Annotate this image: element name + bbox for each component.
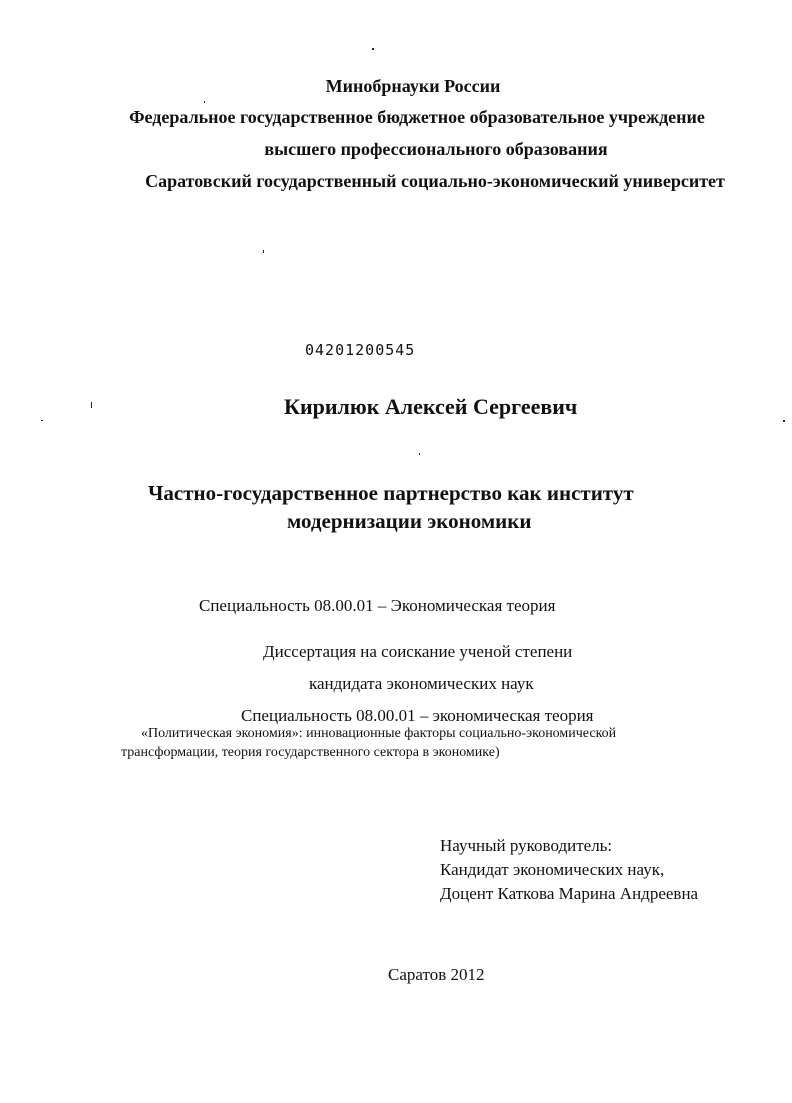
scan-speck [204, 101, 205, 103]
supervisor-degree: Кандидат экономических наук, [440, 860, 665, 879]
registration-code: 04201200545 [305, 341, 416, 359]
scan-speck [419, 453, 420, 455]
scan-speck [372, 48, 374, 50]
scan-speck [91, 402, 92, 408]
scan-speck [41, 420, 43, 421]
thesis-title-line-2: модернизации экономики [287, 509, 532, 533]
author-name: Кирилюк Алексей Сергеевич [284, 394, 578, 419]
degree-line-1: Диссертация на соискание ученой степени [263, 642, 573, 661]
ministry-name: Минобрнауки России [325, 76, 501, 96]
city-year: Саратов 2012 [388, 965, 485, 984]
institution-line-1: Федеральное государственное бюджетное образовательное учреждение [129, 107, 705, 127]
supervisor-label: Научный руководитель: [440, 836, 613, 855]
degree-line-2: кандидата экономических наук [309, 674, 534, 693]
specialty-detail-line-1: Специальность 08.00.01 – экономическая теория [241, 706, 594, 725]
supervisor-name: Доцент Каткова Марина Андреевна [440, 884, 699, 903]
scan-speck [783, 420, 785, 422]
institution-line-2: высшего профессионального образования [264, 139, 608, 159]
specialty-detail-line-3: трансформации, теория государственного сектора в экономике) [121, 745, 500, 760]
scan-speck [263, 250, 264, 253]
university-name: Саратовский государственный социально-экономический университет [145, 171, 725, 191]
thesis-title-line-1: Частно-государственное партнерство как институт [148, 481, 634, 505]
specialty-main: Специальность 08.00.01 – Экономическая теория [199, 596, 556, 615]
specialty-detail-line-2: «Политическая экономия»: инновационные факторы социально-экономической [141, 726, 617, 741]
